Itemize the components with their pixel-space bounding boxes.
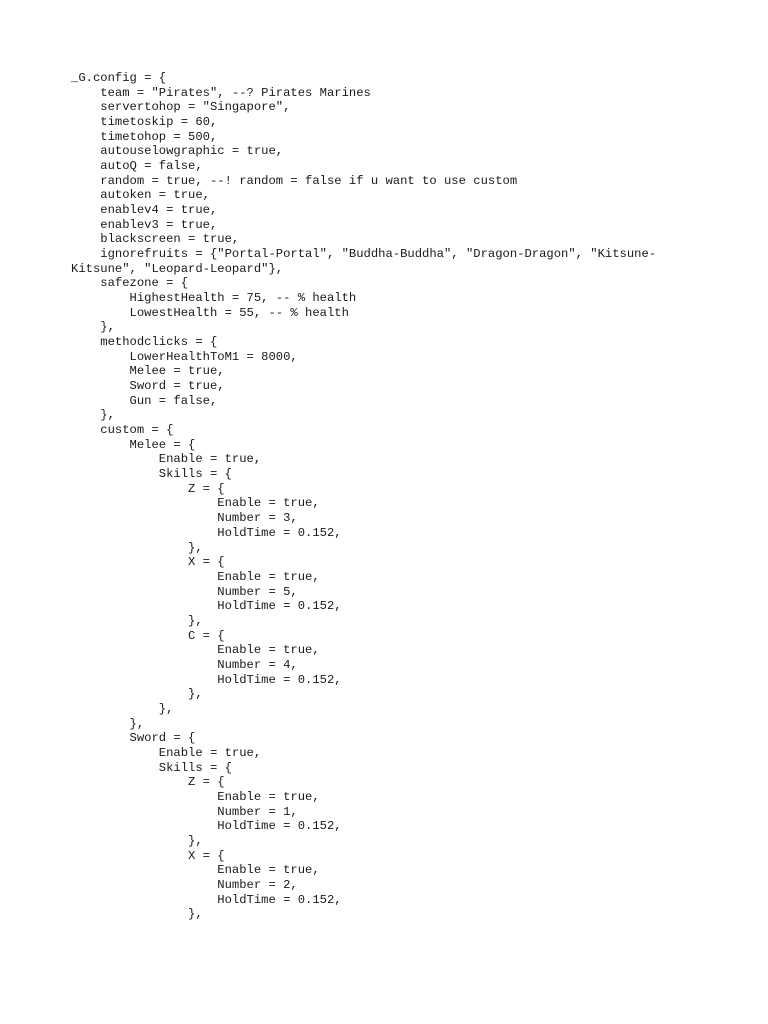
code-line: team = "Pirates", --? Pirates Marines xyxy=(71,85,371,100)
code-line: autoken = true, xyxy=(71,188,210,203)
code-line: HighestHealth = 75, -- % health xyxy=(71,291,357,306)
code-line: }, xyxy=(71,408,115,423)
code-line: }, xyxy=(71,320,115,335)
code-line: Number = 3, xyxy=(71,511,298,526)
code-line: Enable = true, xyxy=(71,569,320,584)
code-line: safezone = { xyxy=(71,276,189,291)
code-line: Kitsune", "Leopard-Leopard"}, xyxy=(71,261,284,276)
code-line: HoldTime = 0.152, xyxy=(71,525,342,540)
code-line: timetoskip = 60, xyxy=(71,115,218,130)
code-line: }, xyxy=(71,716,145,731)
code-line: Sword = { xyxy=(71,731,196,746)
code-line: Skills = { xyxy=(71,467,232,482)
code-line: X = { xyxy=(71,848,225,863)
code-line: Melee = true, xyxy=(71,364,225,379)
code-line: Skills = { xyxy=(71,760,232,775)
code-line: }, xyxy=(71,833,203,848)
code-line: HoldTime = 0.152, xyxy=(71,892,342,907)
code-line: timetohop = 500, xyxy=(71,129,218,144)
code-line: enablev4 = true, xyxy=(71,203,218,218)
code-line: Z = { xyxy=(71,775,225,790)
code-line: LowerHealthToM1 = 8000, xyxy=(71,349,298,364)
code-line: enablev3 = true, xyxy=(71,217,218,232)
code-line: Enable = true, xyxy=(71,745,262,760)
code-line: C = { xyxy=(71,628,225,643)
code-line: autoQ = false, xyxy=(71,159,203,174)
code-line: X = { xyxy=(71,555,225,570)
code-line: HoldTime = 0.152, xyxy=(71,599,342,614)
code-line: Sword = true, xyxy=(71,379,225,394)
code-line: }, xyxy=(71,540,203,555)
code-line: random = true, --! random = false if u want to use custom xyxy=(71,173,518,188)
code-line: Enable = true, xyxy=(71,452,262,467)
code-line: Number = 1, xyxy=(71,804,298,819)
code-line: HoldTime = 0.152, xyxy=(71,672,342,687)
code-line: custom = { xyxy=(71,423,174,438)
code-line: }, xyxy=(71,701,174,716)
code-line: methodclicks = { xyxy=(71,335,218,350)
code-line: Melee = { xyxy=(71,437,196,452)
code-line: Gun = false, xyxy=(71,393,218,408)
code-line: Enable = true, xyxy=(71,643,320,658)
code-line: blackscreen = true, xyxy=(71,232,240,247)
code-line: autouselowgraphic = true, xyxy=(71,144,284,159)
code-line: Z = { xyxy=(71,481,225,496)
code-line: Enable = true, xyxy=(71,789,320,804)
code-line: Number = 5, xyxy=(71,584,298,599)
code-line: }, xyxy=(71,613,203,628)
code-line: }, xyxy=(71,687,203,702)
code-block xyxy=(71,71,711,922)
code-line: HoldTime = 0.152, xyxy=(71,819,342,834)
code-line: _G.config = { xyxy=(71,71,167,85)
code-line: Number = 4, xyxy=(71,657,298,672)
code-line: Enable = true, xyxy=(71,496,320,511)
code-line: ignorefruits = {"Portal-Portal", "Buddha-Buddha", "Dragon-Dragon", "Kitsune- xyxy=(71,247,657,262)
code-line: LowestHealth = 55, -- % health xyxy=(71,305,349,320)
code-line: servertohop = "Singapore", xyxy=(71,100,291,115)
code-line: Number = 2, xyxy=(71,877,298,892)
code-line: Enable = true, xyxy=(71,863,320,878)
code-line: }, xyxy=(71,907,203,922)
